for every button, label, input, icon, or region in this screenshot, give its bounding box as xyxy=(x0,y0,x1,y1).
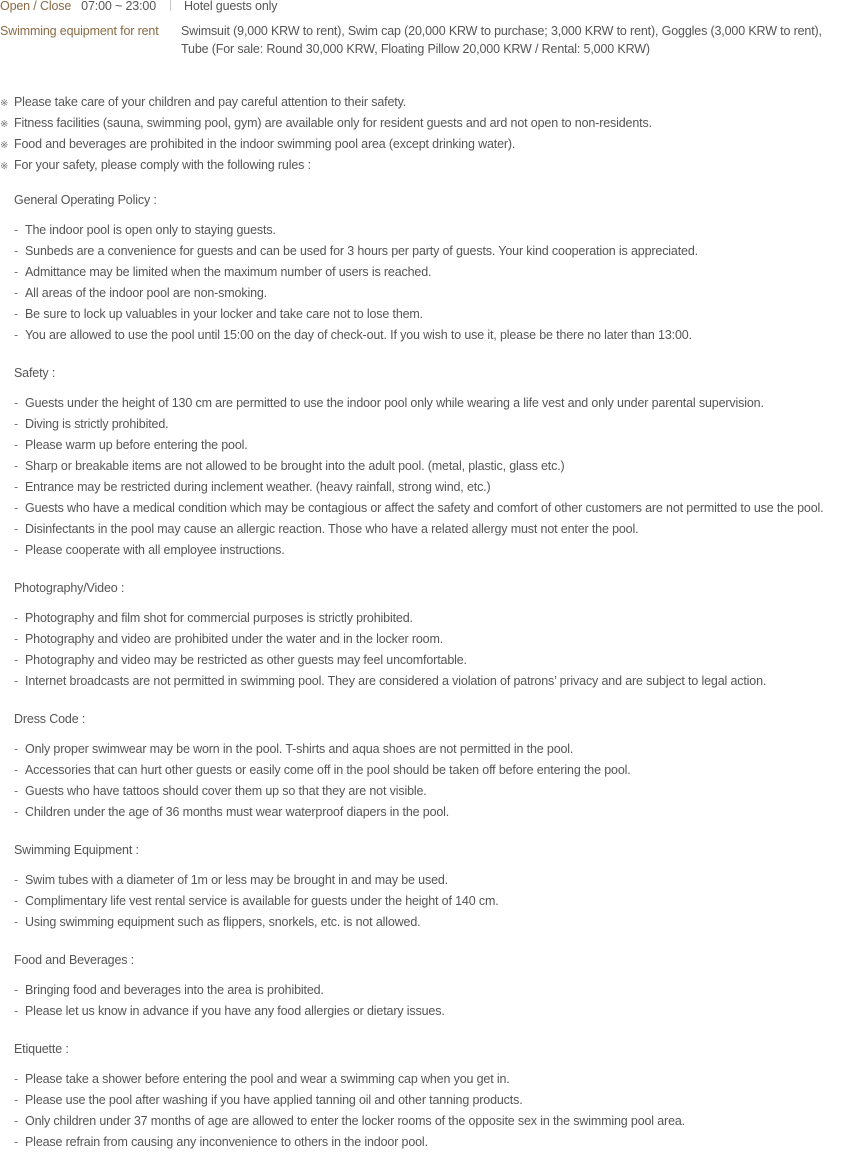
rule-text: Guests who have tattoos should cover them up so that they are not visible. xyxy=(25,784,427,798)
rule-item xyxy=(14,1069,685,1090)
dash-icon: - xyxy=(14,632,19,646)
rule-list xyxy=(14,393,823,561)
rule-text: Guests who have a medical condition which may be contagious or affect the safety and comfort of other customers are not permitted to use the pool. xyxy=(25,501,824,515)
rule-list xyxy=(14,739,631,823)
rule-item xyxy=(14,325,698,346)
rule-text: Using swimming equipment such as flippers, snorkels, etc. is not allowed. xyxy=(25,915,421,929)
rule-text: Please use the pool after washing if you have applied tanning oil and other tanning products. xyxy=(25,1093,523,1107)
rule-item xyxy=(14,262,698,283)
dash-icon: - xyxy=(14,286,19,300)
rule-item xyxy=(14,540,823,561)
dash-icon: - xyxy=(14,674,19,688)
rule-text: Please refrain from causing any inconvenience to others in the indoor pool. xyxy=(25,1135,428,1149)
dash-icon: - xyxy=(14,983,19,997)
dash-icon: - xyxy=(14,805,19,819)
rule-text: Sharp or breakable items are not allowed to be brought into the adult pool. (metal, plastic, glass etc.) xyxy=(25,459,565,473)
dash-icon: - xyxy=(14,894,19,908)
rule-text: Entrance may be restricted during inclement weather. (heavy rainfall, strong wind, etc.) xyxy=(25,480,491,494)
dash-icon: - xyxy=(14,1114,19,1128)
rental-line: Tube (For sale: Round 30,000 KRW, Floating Pillow 20,000 KRW / Rental: 5,000 KRW) xyxy=(181,42,650,56)
rule-list xyxy=(14,1069,685,1153)
rule-item xyxy=(14,283,698,304)
open-close-label: Open / Close xyxy=(0,0,72,13)
section-title: Food and Beverages : xyxy=(14,953,134,967)
open-close-time: 07:00 ~ 23:00 xyxy=(81,0,157,13)
rule-text: Diving is strictly prohibited. xyxy=(25,417,169,431)
rule-item xyxy=(14,1111,685,1132)
rule-item xyxy=(14,1090,685,1111)
rule-item xyxy=(14,1132,685,1153)
dash-icon: - xyxy=(14,438,19,452)
rule-text: Be sure to lock up valuables in your locker and take care not to lose them. xyxy=(25,307,424,321)
reference-mark-icon: ※ xyxy=(0,161,9,172)
divider xyxy=(170,0,171,11)
dash-icon: - xyxy=(14,480,19,494)
dash-icon: - xyxy=(14,522,19,536)
rule-item xyxy=(14,739,631,760)
policy-section-safety xyxy=(14,364,823,561)
dash-icon: - xyxy=(14,417,19,431)
dash-icon: - xyxy=(14,396,19,410)
section-title: Dress Code : xyxy=(14,712,86,726)
rule-text: You are allowed to use the pool until 15:00 on the day of check-out. If you wish to use it, please be there no later than 13:00. xyxy=(25,328,692,342)
rule-item xyxy=(14,781,631,802)
rule-item xyxy=(14,650,766,671)
dash-icon: - xyxy=(14,543,19,557)
dash-icon: - xyxy=(14,915,19,929)
notice-item xyxy=(0,155,652,176)
policy-section-swimming-equipment xyxy=(14,841,499,933)
section-title: Swimming Equipment : xyxy=(14,843,139,857)
rule-item xyxy=(14,519,823,540)
rule-text: Only proper swimwear may be worn in the pool. T-shirts and aqua shoes are not permitted in the pool. xyxy=(25,742,574,756)
rule-item xyxy=(14,220,698,241)
rule-text: Only children under 37 months of age are allowed to enter the locker rooms of the opposite sex in the swimming pool area. xyxy=(25,1114,686,1128)
rule-item xyxy=(14,870,499,891)
rule-list xyxy=(14,220,698,346)
rule-item xyxy=(14,498,823,519)
policy-section-etiquette xyxy=(14,1040,685,1153)
access-note: Hotel guests only xyxy=(184,0,278,13)
notice-text: Please take care of your children and pay careful attention to their safety. xyxy=(14,95,407,109)
dash-icon: - xyxy=(14,742,19,756)
rule-text: Admittance may be limited when the maximum number of users is reached. xyxy=(25,265,432,279)
rule-text: Internet broadcasts are not permitted in swimming pool. They are considered a violation of patrons’ privacy and are subject to legal action. xyxy=(25,674,767,688)
rule-text: Swim tubes with a diameter of 1m or less may be brought in and may be used. xyxy=(25,873,448,887)
rule-text: Accessories that can hurt other guests or easily come off in the pool should be taken off before entering the pool. xyxy=(25,763,631,777)
policy-section-general xyxy=(14,191,698,346)
rule-text: Guests under the height of 130 cm are permitted to use the indoor pool only while wearing a life vest and only under parental supervision. xyxy=(25,396,764,410)
rule-item xyxy=(14,414,823,435)
rule-text: Please let us know in advance if you have any food allergies or dietary issues. xyxy=(25,1004,445,1018)
rule-text: Disinfectants in the pool may cause an allergic reaction. Those who have a related allergy must not enter the pool. xyxy=(25,522,639,536)
rule-text: Please take a shower before entering the pool and wear a swimming cap when you get in. xyxy=(25,1072,510,1086)
rule-list xyxy=(14,980,445,1022)
notice-text: Food and beverages are prohibited in the indoor swimming pool area (except drinking water). xyxy=(14,137,516,151)
rental-line: Swimsuit (9,000 KRW to rent), Swim cap (20,000 KRW to purchase; 3,000 KRW to rent), Goggles (3,000 KRW to rent), xyxy=(181,24,822,38)
section-title: General Operating Policy : xyxy=(14,193,157,207)
dash-icon: - xyxy=(14,784,19,798)
rule-text: The indoor pool is open only to staying guests. xyxy=(25,223,276,237)
rule-text: Photography and film shot for commercial purposes is strictly prohibited. xyxy=(25,611,413,625)
opening-hours-row xyxy=(0,0,277,14)
rule-text: All areas of the indoor pool are non-smoking. xyxy=(25,286,268,300)
rule-item xyxy=(14,477,823,498)
rule-text: Photography and video may be restricted as other guests may feel uncomfortable. xyxy=(25,653,467,667)
policy-section-photography xyxy=(14,579,766,692)
dash-icon: - xyxy=(14,763,19,777)
policy-section-dress-code xyxy=(14,710,631,823)
rule-text: Please warm up before entering the pool. xyxy=(25,438,248,452)
rule-item xyxy=(14,393,823,414)
dash-icon: - xyxy=(14,501,19,515)
reference-mark-icon: ※ xyxy=(0,119,9,130)
dash-icon: - xyxy=(14,1004,19,1018)
rule-item xyxy=(14,1001,445,1022)
rental-details xyxy=(181,22,822,58)
reference-mark-icon: ※ xyxy=(0,98,9,109)
notice-item xyxy=(0,92,652,113)
rule-text: Sunbeds are a convenience for guests and can be used for 3 hours per party of guests. Your kind cooperation is appreciated. xyxy=(25,244,698,258)
rule-item xyxy=(14,241,698,262)
rule-item xyxy=(14,608,766,629)
rule-text: Complimentary life vest rental service is available for guests under the height of 140 cm. xyxy=(25,894,499,908)
rule-item xyxy=(14,629,766,650)
notice-text: For your safety, please comply with the following rules : xyxy=(14,158,311,172)
rule-item xyxy=(14,435,823,456)
rule-item xyxy=(14,456,823,477)
dash-icon: - xyxy=(14,459,19,473)
rule-item xyxy=(14,802,631,823)
notice-text: Fitness facilities (sauna, swimming pool, gym) are available only for resident guests and ard not open to non-residents. xyxy=(14,116,652,130)
section-title: Photography/Video : xyxy=(14,581,125,595)
rule-text: Photography and video are prohibited under the water and in the locker room. xyxy=(25,632,444,646)
dash-icon: - xyxy=(14,1072,19,1086)
dash-icon: - xyxy=(14,653,19,667)
section-title: Safety : xyxy=(14,366,56,380)
reference-mark-icon: ※ xyxy=(0,140,9,151)
rule-item xyxy=(14,760,631,781)
rule-item xyxy=(14,912,499,933)
rule-list xyxy=(14,608,766,692)
rental-label: Swimming equipment for rent xyxy=(0,24,159,38)
dash-icon: - xyxy=(14,873,19,887)
dash-icon: - xyxy=(14,244,19,258)
dash-icon: - xyxy=(14,307,19,321)
dash-icon: - xyxy=(14,1093,19,1107)
notice-list xyxy=(0,92,652,176)
rule-item xyxy=(14,304,698,325)
dash-icon: - xyxy=(14,611,19,625)
policy-section-food-beverages xyxy=(14,951,445,1022)
dash-icon: - xyxy=(14,328,19,342)
notice-item xyxy=(0,113,652,134)
rule-text: Please cooperate with all employee instructions. xyxy=(25,543,285,557)
rule-item xyxy=(14,671,766,692)
rule-text: Children under the age of 36 months must wear waterproof diapers in the pool. xyxy=(25,805,450,819)
rule-item xyxy=(14,891,499,912)
dash-icon: - xyxy=(14,1135,19,1149)
rule-text: Bringing food and beverages into the area is prohibited. xyxy=(25,983,324,997)
rule-list xyxy=(14,870,499,933)
section-title: Etiquette : xyxy=(14,1042,69,1056)
rule-item xyxy=(14,980,445,1001)
dash-icon: - xyxy=(14,223,19,237)
notice-item xyxy=(0,134,652,155)
dash-icon: - xyxy=(14,265,19,279)
